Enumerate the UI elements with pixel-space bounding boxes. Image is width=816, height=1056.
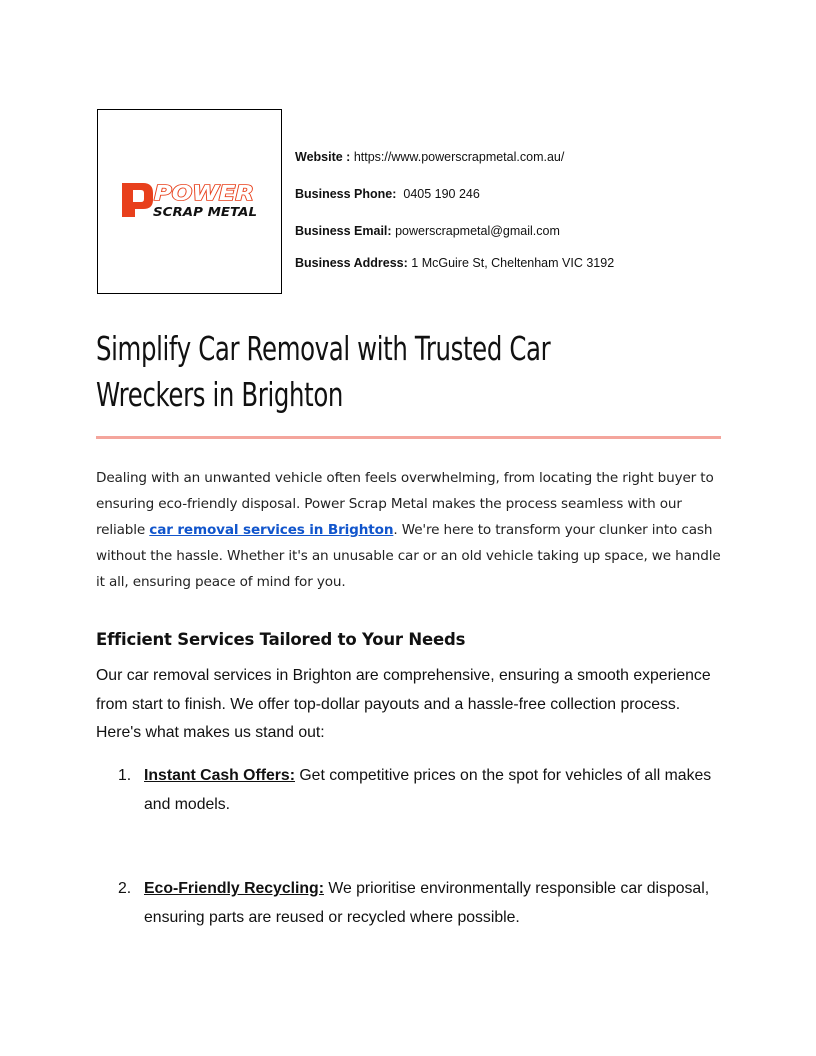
phone-value: 0405 190 246 — [403, 187, 480, 201]
list-item-number: 1. — [118, 767, 132, 784]
company-logo — [97, 109, 282, 294]
email-value: powerscrapmetal@gmail.com — [395, 224, 560, 238]
website-label: Website : — [295, 150, 351, 164]
page-title-line-2: Wreckers in Brighton — [96, 375, 343, 414]
power-scrap-metal-logo-icon — [98, 110, 283, 295]
car-removal-link[interactable]: car removal services in Brighton — [149, 522, 394, 538]
email-label: Business Email: — [295, 224, 392, 238]
logo-word-power: POWER — [154, 181, 254, 205]
phone-label: Business Phone: — [295, 187, 397, 201]
intro-text-start: Dealing with an unwanted vehicle often feels overwhelming, from locating the right buyer to ensuring eco-friendly disposal. Power Scrap Metal makes the process seamless with our reliable — [96, 470, 714, 538]
address-value: 1 McGuire St, Cheltenham VIC 3192 — [411, 256, 615, 270]
page-title — [96, 326, 570, 418]
contact-email — [295, 224, 560, 238]
website-value[interactable]: https://www.powerscrapmetal.com.au/ — [353, 150, 565, 164]
list-item-term: Instant Cash Offers: — [144, 767, 295, 784]
address-label: Business Address: — [295, 256, 408, 270]
list-item-description: We prioritise environmentally responsible car disposal, ensuring parts are reused or recycled where possible. — [144, 880, 710, 926]
section-paragraph: Our car removal services in Brighton are comprehensive, ensuring a smooth experience from start to finish. We offer top-dollar payouts and a hassle-free collection process. Here's what makes us stand out: — [96, 667, 711, 741]
intro-text-end: . We're here to transform your clunker into cash without the hassle. Whether it's an unusable car or an old vehicle taking up space, we handle it all, ensuring peace of mind for you. — [96, 522, 721, 590]
contact-website — [295, 150, 564, 164]
list-item-description: Get competitive prices on the spot for vehicles of all makes and models. — [144, 767, 712, 813]
logo-word-scrap-metal: SCRAP METAL — [153, 204, 258, 219]
contact-phone — [295, 187, 480, 201]
list-item-text — [144, 875, 726, 932]
list-item-number: 2. — [118, 880, 132, 897]
list-item-term: Eco-Friendly Recycling: — [144, 880, 324, 897]
section-heading: Efficient Services Tailored to Your Needs — [96, 630, 466, 649]
intro-paragraph — [96, 465, 726, 595]
list-item-text — [144, 762, 726, 819]
title-divider — [96, 436, 721, 439]
contact-address — [295, 256, 614, 270]
page-title-line-1: Simplify Car Removal with Trusted Car — [96, 329, 551, 368]
